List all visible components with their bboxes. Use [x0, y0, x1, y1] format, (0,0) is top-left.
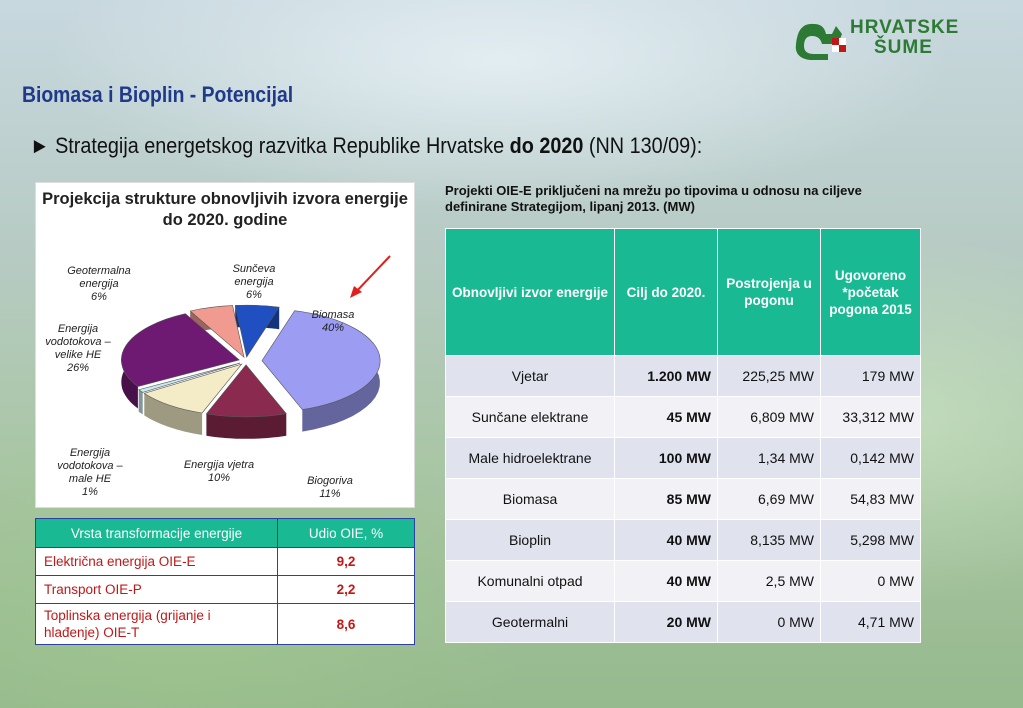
proj-contracted-cell: 5,298 MW	[821, 520, 921, 561]
logo-line-2: ŠUME	[874, 37, 933, 58]
proj-source-cell: Geotermalni	[446, 602, 615, 643]
hrvatske-sume-logo	[792, 14, 992, 64]
pie-slice-side	[206, 414, 286, 439]
proj-source-cell: Sunčane elektrane	[446, 397, 615, 438]
proj-source-cell: Vjetar	[446, 356, 615, 397]
chart-title: Projekcija strukture obnovljivih izvora energije do 2020. godine	[42, 190, 408, 229]
proj-source-cell: Komunalni otpad	[446, 561, 615, 602]
table-row	[446, 561, 921, 602]
label-velike-he: Energija vodotokova – velike HE 26%	[45, 323, 111, 374]
table-row	[446, 479, 921, 520]
proj-header-target: Cilj do 2020.	[615, 229, 718, 356]
projects-table	[445, 228, 921, 643]
page-title: Biomasa i Bioplin - Potencijal	[22, 82, 294, 107]
table-row	[36, 604, 415, 645]
oie-cell: Transport OIE-P	[36, 576, 278, 604]
proj-operating-cell: 225,25 MW	[718, 356, 821, 397]
table-row	[446, 602, 921, 643]
oie-value: 2,2	[278, 576, 415, 604]
proj-header-contracted: Ugovoreno *početak pogona 2015	[821, 229, 921, 356]
proj-target-cell: 85 MW	[615, 479, 718, 520]
subtitle-prefix: ► Strategija energetskog razvitka Republike Hrvatske	[30, 133, 510, 158]
subtitle-suffix: (NN 130/09):	[583, 133, 703, 158]
proj-contracted-cell: 4,71 MW	[821, 602, 921, 643]
proj-contracted-cell: 0 MW	[821, 561, 921, 602]
proj-target-cell: 100 MW	[615, 438, 718, 479]
label-biogoriva: Biogoriva 11%	[307, 475, 353, 500]
subtitle	[30, 133, 702, 159]
red-arrow-icon	[344, 250, 404, 306]
label-geotermalna: Geotermalna energija 6%	[67, 265, 131, 303]
proj-source-cell: Bioplin	[446, 520, 615, 561]
proj-contracted-cell: 33,312 MW	[821, 397, 921, 438]
proj-operating-cell: 2,5 MW	[718, 561, 821, 602]
table-row	[446, 438, 921, 479]
proj-operating-cell: 6,69 MW	[718, 479, 821, 520]
oie-cell: Toplinska energija (grijanje i hlađenje) OIE-T	[36, 604, 278, 645]
table-row	[36, 548, 415, 576]
label-male-he: Energija vodotokova – male HE 1%	[57, 447, 123, 498]
logo-line-1: HRVATSKE	[850, 17, 960, 38]
label-biomasa: Biomasa 40%	[311, 309, 355, 334]
proj-operating-cell: 8,135 MW	[718, 520, 821, 561]
oie-value: 9,2	[278, 548, 415, 576]
proj-target-cell: 20 MW	[615, 602, 718, 643]
table-row	[446, 397, 921, 438]
pie-slice-side	[139, 390, 143, 415]
proj-target-cell: 45 MW	[615, 397, 718, 438]
label-vjetar: Energija vjetra 10%	[183, 459, 255, 484]
proj-operating-cell: 6,809 MW	[718, 397, 821, 438]
oie-header-type: Vrsta transformacije energije	[36, 519, 278, 548]
proj-target-cell: 1.200 MW	[615, 356, 718, 397]
subtitle-bold: do 2020	[509, 133, 584, 158]
oie-value: 8,6	[278, 604, 415, 645]
pie-chart-panel	[35, 182, 415, 508]
oie-cell: Električna energija OIE-E	[36, 548, 278, 576]
table-row	[36, 576, 415, 604]
logo-emblem-icon	[792, 14, 852, 64]
proj-target-cell: 40 MW	[615, 561, 718, 602]
oie-share-table	[35, 518, 415, 645]
oie-header-share: Udio OIE, %	[278, 519, 415, 548]
proj-header-source: Obnovljivi izvor energije	[446, 229, 615, 356]
label-sunceva: Sunčeva energija 6%	[232, 263, 276, 301]
proj-source-cell: Biomasa	[446, 479, 615, 520]
table-row	[446, 356, 921, 397]
proj-target-cell: 40 MW	[615, 520, 718, 561]
proj-contracted-cell: 179 MW	[821, 356, 921, 397]
projects-caption: Projekti OIE-E priključeni na mrežu po tipovima u odnosu na ciljeve definirane Strategijom, lipanj 2013. (MW)	[445, 183, 862, 214]
proj-header-operating: Postrojenja u pogonu	[718, 229, 821, 356]
proj-contracted-cell: 54,83 MW	[821, 479, 921, 520]
proj-operating-cell: 0 MW	[718, 602, 821, 643]
table-row	[446, 520, 921, 561]
proj-source-cell: Male hidroelektrane	[446, 438, 615, 479]
proj-contracted-cell: 0,142 MW	[821, 438, 921, 479]
proj-operating-cell: 1,34 MW	[718, 438, 821, 479]
